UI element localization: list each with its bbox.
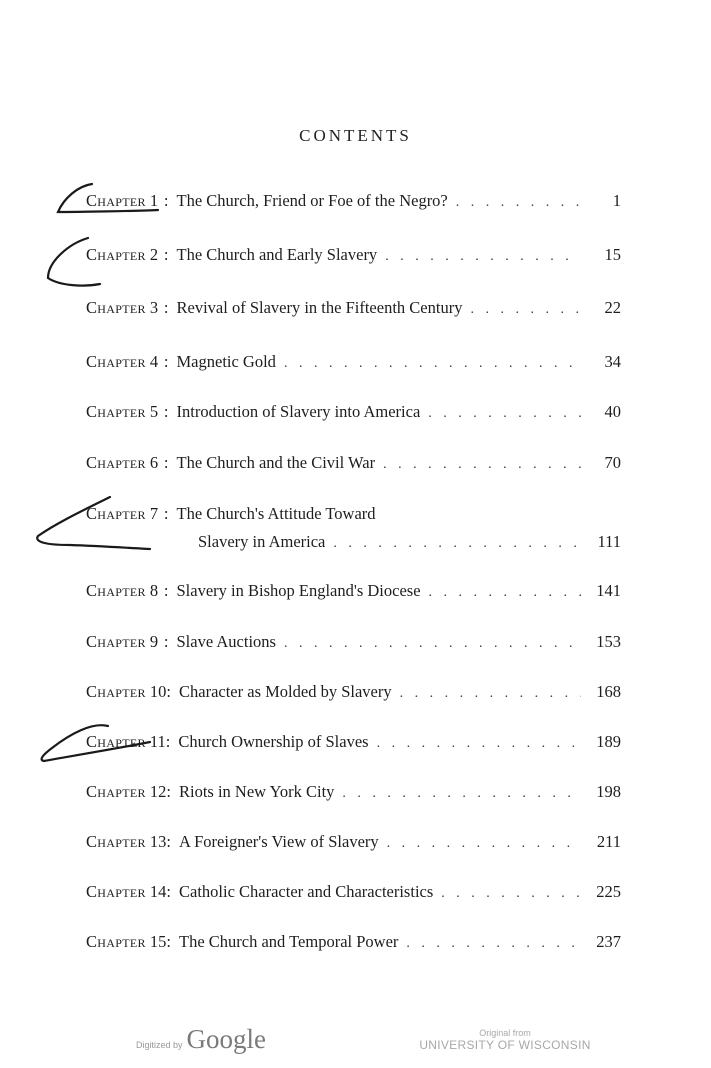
dot-leader <box>385 247 581 267</box>
digitized-by-label: Digitized by <box>136 1040 183 1050</box>
chapter-label: Chapter <box>86 352 146 371</box>
page-number: 34 <box>604 352 621 371</box>
chapter-number: 12 <box>149 782 167 801</box>
chapter-number: 4 <box>149 352 159 371</box>
chapter-label: Chapter <box>86 932 146 951</box>
toc-entry: Chapter 1 : The Church, Friend or Foe of the Negro? . . . 1 <box>86 191 621 213</box>
page-number: 1 <box>612 191 621 210</box>
dot-leader <box>387 834 581 854</box>
chapter-number: 8 <box>149 581 159 600</box>
digitized-by-google <box>136 1024 266 1055</box>
chapter-label: Chapter <box>86 832 146 851</box>
chapter-number: 2 <box>149 245 159 264</box>
dot-leader <box>284 354 581 374</box>
chapter-title: Introduction of Slavery into America <box>176 402 421 421</box>
chapter-number: 11 <box>149 732 166 751</box>
chapter-number: 14 <box>149 882 167 901</box>
dot-leader <box>383 455 581 475</box>
chapter-title-continued: Slavery in America <box>198 532 326 551</box>
toc-entry: Chapter 7 : The Church's Attitude Toward Slavery in America . . . 111 <box>86 504 621 554</box>
toc-entry: Chapter 13 : A Foreigner's View of Slavery . . . 211 <box>86 832 621 854</box>
chapter-title: Riots in New York City <box>179 782 335 801</box>
dot-leader <box>406 934 581 954</box>
toc-entry: Chapter 4 : Magnetic Gold . . . 34 <box>86 352 621 374</box>
chapter-title: Character as Molded by Slavery <box>179 682 392 701</box>
dot-leader <box>470 300 581 320</box>
toc-entry: Chapter 2 : The Church and Early Slavery . . . 15 <box>86 245 621 267</box>
page-number: 40 <box>604 402 621 421</box>
chapter-title: The Church and Early Slavery <box>176 245 378 264</box>
toc-entry: Chapter 8 : Slavery in Bishop England's Diocese . . . 141 <box>86 581 621 603</box>
chapter-label: Chapter <box>86 453 146 472</box>
chapter-label: Chapter <box>86 882 146 901</box>
page-number: 198 <box>596 782 621 801</box>
university-label: UNIVERSITY OF WISCONSIN <box>419 1038 591 1052</box>
page-number: 237 <box>596 932 621 951</box>
contents-heading: CONTENTS <box>299 126 412 145</box>
chapter-label: Chapter <box>86 632 146 651</box>
dot-leader <box>377 734 581 754</box>
chapter-label: Chapter <box>86 682 146 701</box>
original-source <box>410 1028 600 1052</box>
chapter-title: The Church and the Civil War <box>176 453 376 472</box>
google-wordmark: Google <box>186 1024 267 1054</box>
chapter-label: Chapter <box>86 298 146 317</box>
page-number: 111 <box>597 532 621 551</box>
toc-entry: Chapter 12 : Riots in New York City . . . 198 <box>86 782 621 804</box>
toc-entry: Chapter 5 : Introduction of Slavery into America . . . 40 <box>86 402 621 424</box>
dot-leader <box>428 404 581 424</box>
chapter-label: Chapter <box>86 245 146 264</box>
dot-leader <box>342 784 581 804</box>
chapter-number: 5 <box>149 402 159 421</box>
chapter-label: Chapter <box>86 191 146 210</box>
page-number: 189 <box>596 732 621 751</box>
chapter-number: 1 <box>149 191 159 210</box>
toc-entry: Chapter 3 : Revival of Slavery in the Fifteenth Century . . . 22 <box>86 298 621 320</box>
page-number: 211 <box>596 832 621 851</box>
toc-entry: Chapter 10 : Character as Molded by Slavery . . . 168 <box>86 682 621 704</box>
chapter-title: Church Ownership of Slaves <box>178 732 369 751</box>
dot-leader <box>429 583 581 603</box>
chapter-title: Slave Auctions <box>176 632 276 651</box>
toc-entry: Chapter 14 : Catholic Character and Characteristics . . . 225 <box>86 882 621 904</box>
original-from-label: Original from <box>479 1028 531 1038</box>
chapter-label: Chapter <box>86 504 146 523</box>
chapter-title: The Church, Friend or Foe of the Negro? <box>176 191 448 210</box>
chapter-number: 7 <box>149 504 159 523</box>
chapter-number: 9 <box>149 632 159 651</box>
toc-entry: Chapter 9 : Slave Auctions . . . 153 <box>86 632 621 654</box>
chapter-title: A Foreigner's View of Slavery <box>179 832 379 851</box>
chapter-number: 15 <box>149 932 167 951</box>
chapter-title: The Church and Temporal Power <box>179 932 399 951</box>
dot-leader <box>284 634 581 654</box>
page-number: 225 <box>596 882 621 901</box>
chapter-label: Chapter <box>86 732 146 751</box>
chapter-number: 6 <box>149 453 159 472</box>
chapter-title: The Church's Attitude Toward <box>176 504 376 523</box>
toc-entry: Chapter 6 : The Church and the Civil War . . . 70 <box>86 453 621 475</box>
chapter-label: Chapter <box>86 782 146 801</box>
chapter-title: Catholic Character and Characteristics <box>179 882 434 901</box>
page-number: 141 <box>596 581 621 600</box>
chapter-number: 3 <box>149 298 159 317</box>
page-number: 70 <box>604 453 621 472</box>
page-number: 153 <box>596 632 621 651</box>
dot-leader <box>456 193 581 213</box>
page-number: 22 <box>604 298 621 317</box>
page-number: 15 <box>604 245 621 264</box>
chapter-number: 10 <box>149 682 167 701</box>
toc-entry: Chapter 11 : Church Ownership of Slaves . . . 189 <box>86 732 621 754</box>
dot-leader <box>441 884 581 904</box>
page-number: 168 <box>596 682 621 701</box>
dot-leader <box>333 534 581 554</box>
dot-leader <box>400 684 581 704</box>
chapter-label: Chapter <box>86 402 146 421</box>
toc-entry: Chapter 15 : The Church and Temporal Power . . . 237 <box>86 932 621 954</box>
chapter-title: Slavery in Bishop England's Diocese <box>176 581 421 600</box>
chapter-label: Chapter <box>86 581 146 600</box>
chapter-title: Magnetic Gold <box>176 352 276 371</box>
chapter-title: Revival of Slavery in the Fifteenth Century <box>176 298 463 317</box>
chapter-number: 13 <box>149 832 167 851</box>
